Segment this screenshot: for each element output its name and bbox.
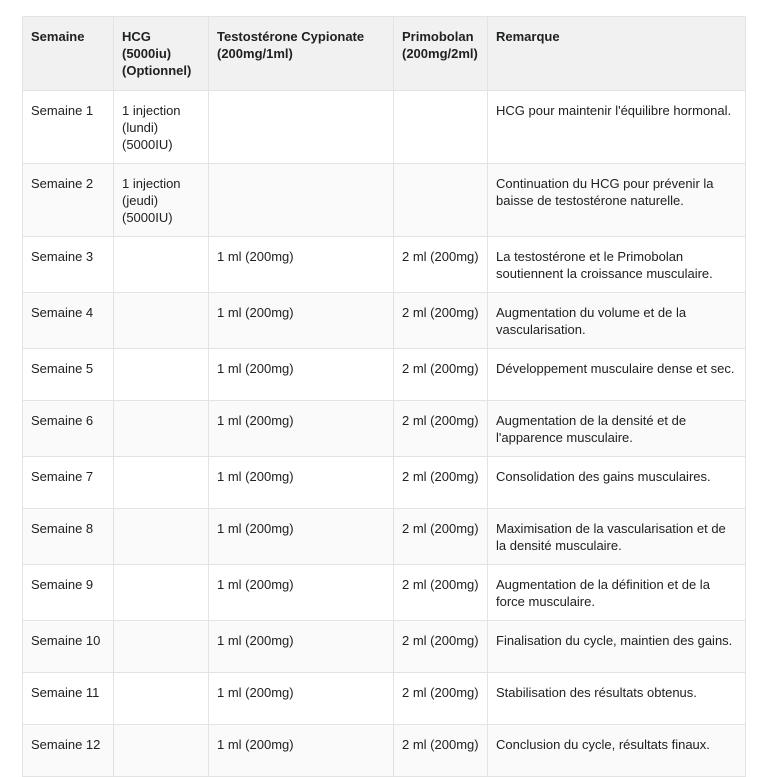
cell-week: Semaine 8 xyxy=(23,509,114,565)
cell-primobolan: 2 ml (200mg) xyxy=(394,457,488,509)
cell-hcg xyxy=(114,457,209,509)
column-header-remark: Remarque xyxy=(488,17,746,91)
cell-remark: Conclusion du cycle, résultats finaux. xyxy=(488,725,746,777)
cell-testosterone: 1 ml (200mg) xyxy=(209,565,394,621)
column-header-primobolan: Primobolan (200mg/2ml) xyxy=(394,17,488,91)
table-row xyxy=(23,293,746,349)
cell-testosterone: 1 ml (200mg) xyxy=(209,293,394,349)
table-row xyxy=(23,401,746,457)
table-row xyxy=(23,725,746,777)
table-row xyxy=(23,565,746,621)
cell-week: Semaine 6 xyxy=(23,401,114,457)
cell-primobolan: 2 ml (200mg) xyxy=(394,725,488,777)
cell-testosterone xyxy=(209,164,394,237)
cell-primobolan: 2 ml (200mg) xyxy=(394,509,488,565)
cell-hcg: 1 injection (jeudi) (5000IU) xyxy=(114,164,209,237)
cell-primobolan: 2 ml (200mg) xyxy=(394,621,488,673)
table-row xyxy=(23,509,746,565)
column-header-testosterone: Testostérone Cypionate (200mg/1ml) xyxy=(209,17,394,91)
cell-testosterone: 1 ml (200mg) xyxy=(209,401,394,457)
cell-hcg xyxy=(114,509,209,565)
cell-week: Semaine 11 xyxy=(23,673,114,725)
table-row xyxy=(23,457,746,509)
cell-hcg xyxy=(114,621,209,673)
cell-remark: Finalisation du cycle, maintien des gains. xyxy=(488,621,746,673)
cell-week: Semaine 4 xyxy=(23,293,114,349)
table-row xyxy=(23,91,746,164)
cell-hcg xyxy=(114,401,209,457)
cell-remark: Stabilisation des résultats obtenus. xyxy=(488,673,746,725)
cell-week: Semaine 5 xyxy=(23,349,114,401)
cell-testosterone: 1 ml (200mg) xyxy=(209,621,394,673)
cell-primobolan: 2 ml (200mg) xyxy=(394,349,488,401)
cell-testosterone: 1 ml (200mg) xyxy=(209,673,394,725)
cell-testosterone: 1 ml (200mg) xyxy=(209,457,394,509)
cell-primobolan: 2 ml (200mg) xyxy=(394,293,488,349)
cell-hcg xyxy=(114,673,209,725)
cell-primobolan: 2 ml (200mg) xyxy=(394,565,488,621)
cell-primobolan: 2 ml (200mg) xyxy=(394,401,488,457)
cell-hcg xyxy=(114,565,209,621)
cell-remark: Développement musculaire dense et sec. xyxy=(488,349,746,401)
column-header-week: Semaine xyxy=(23,17,114,91)
cell-testosterone: 1 ml (200mg) xyxy=(209,509,394,565)
cell-week: Semaine 10 xyxy=(23,621,114,673)
cell-testosterone: 1 ml (200mg) xyxy=(209,349,394,401)
cell-week: Semaine 3 xyxy=(23,237,114,293)
cell-week: Semaine 2 xyxy=(23,164,114,237)
cycle-table-container xyxy=(22,16,746,777)
cycle-schedule-table xyxy=(22,16,746,777)
table-row xyxy=(23,164,746,237)
cell-remark: Continuation du HCG pour prévenir la baisse de testostérone naturelle. xyxy=(488,164,746,237)
cell-hcg: 1 injection (lundi) (5000IU) xyxy=(114,91,209,164)
header-row xyxy=(23,17,746,91)
cell-hcg xyxy=(114,349,209,401)
cell-primobolan: 2 ml (200mg) xyxy=(394,673,488,725)
table-row xyxy=(23,349,746,401)
cell-week: Semaine 1 xyxy=(23,91,114,164)
column-header-hcg: HCG (5000iu) (Optionnel) xyxy=(114,17,209,91)
cell-week: Semaine 9 xyxy=(23,565,114,621)
table-row xyxy=(23,237,746,293)
cell-remark: Augmentation de la définition et de la force musculaire. xyxy=(488,565,746,621)
cell-week: Semaine 12 xyxy=(23,725,114,777)
cell-remark: Augmentation du volume et de la vascularisation. xyxy=(488,293,746,349)
cell-remark: Augmentation de la densité et de l'apparence musculaire. xyxy=(488,401,746,457)
cell-hcg xyxy=(114,293,209,349)
cell-testosterone: 1 ml (200mg) xyxy=(209,237,394,293)
table-body xyxy=(23,91,746,777)
cell-week: Semaine 7 xyxy=(23,457,114,509)
cell-primobolan xyxy=(394,91,488,164)
cell-testosterone: 1 ml (200mg) xyxy=(209,725,394,777)
table-row xyxy=(23,621,746,673)
cell-hcg xyxy=(114,237,209,293)
table-header xyxy=(23,17,746,91)
cell-remark: HCG pour maintenir l'équilibre hormonal. xyxy=(488,91,746,164)
cell-testosterone xyxy=(209,91,394,164)
cell-remark: La testostérone et le Primobolan soutiennent la croissance musculaire. xyxy=(488,237,746,293)
cell-remark: Maximisation de la vascularisation et de la densité musculaire. xyxy=(488,509,746,565)
cell-primobolan xyxy=(394,164,488,237)
cell-remark: Consolidation des gains musculaires. xyxy=(488,457,746,509)
cell-primobolan: 2 ml (200mg) xyxy=(394,237,488,293)
cell-hcg xyxy=(114,725,209,777)
table-row xyxy=(23,673,746,725)
